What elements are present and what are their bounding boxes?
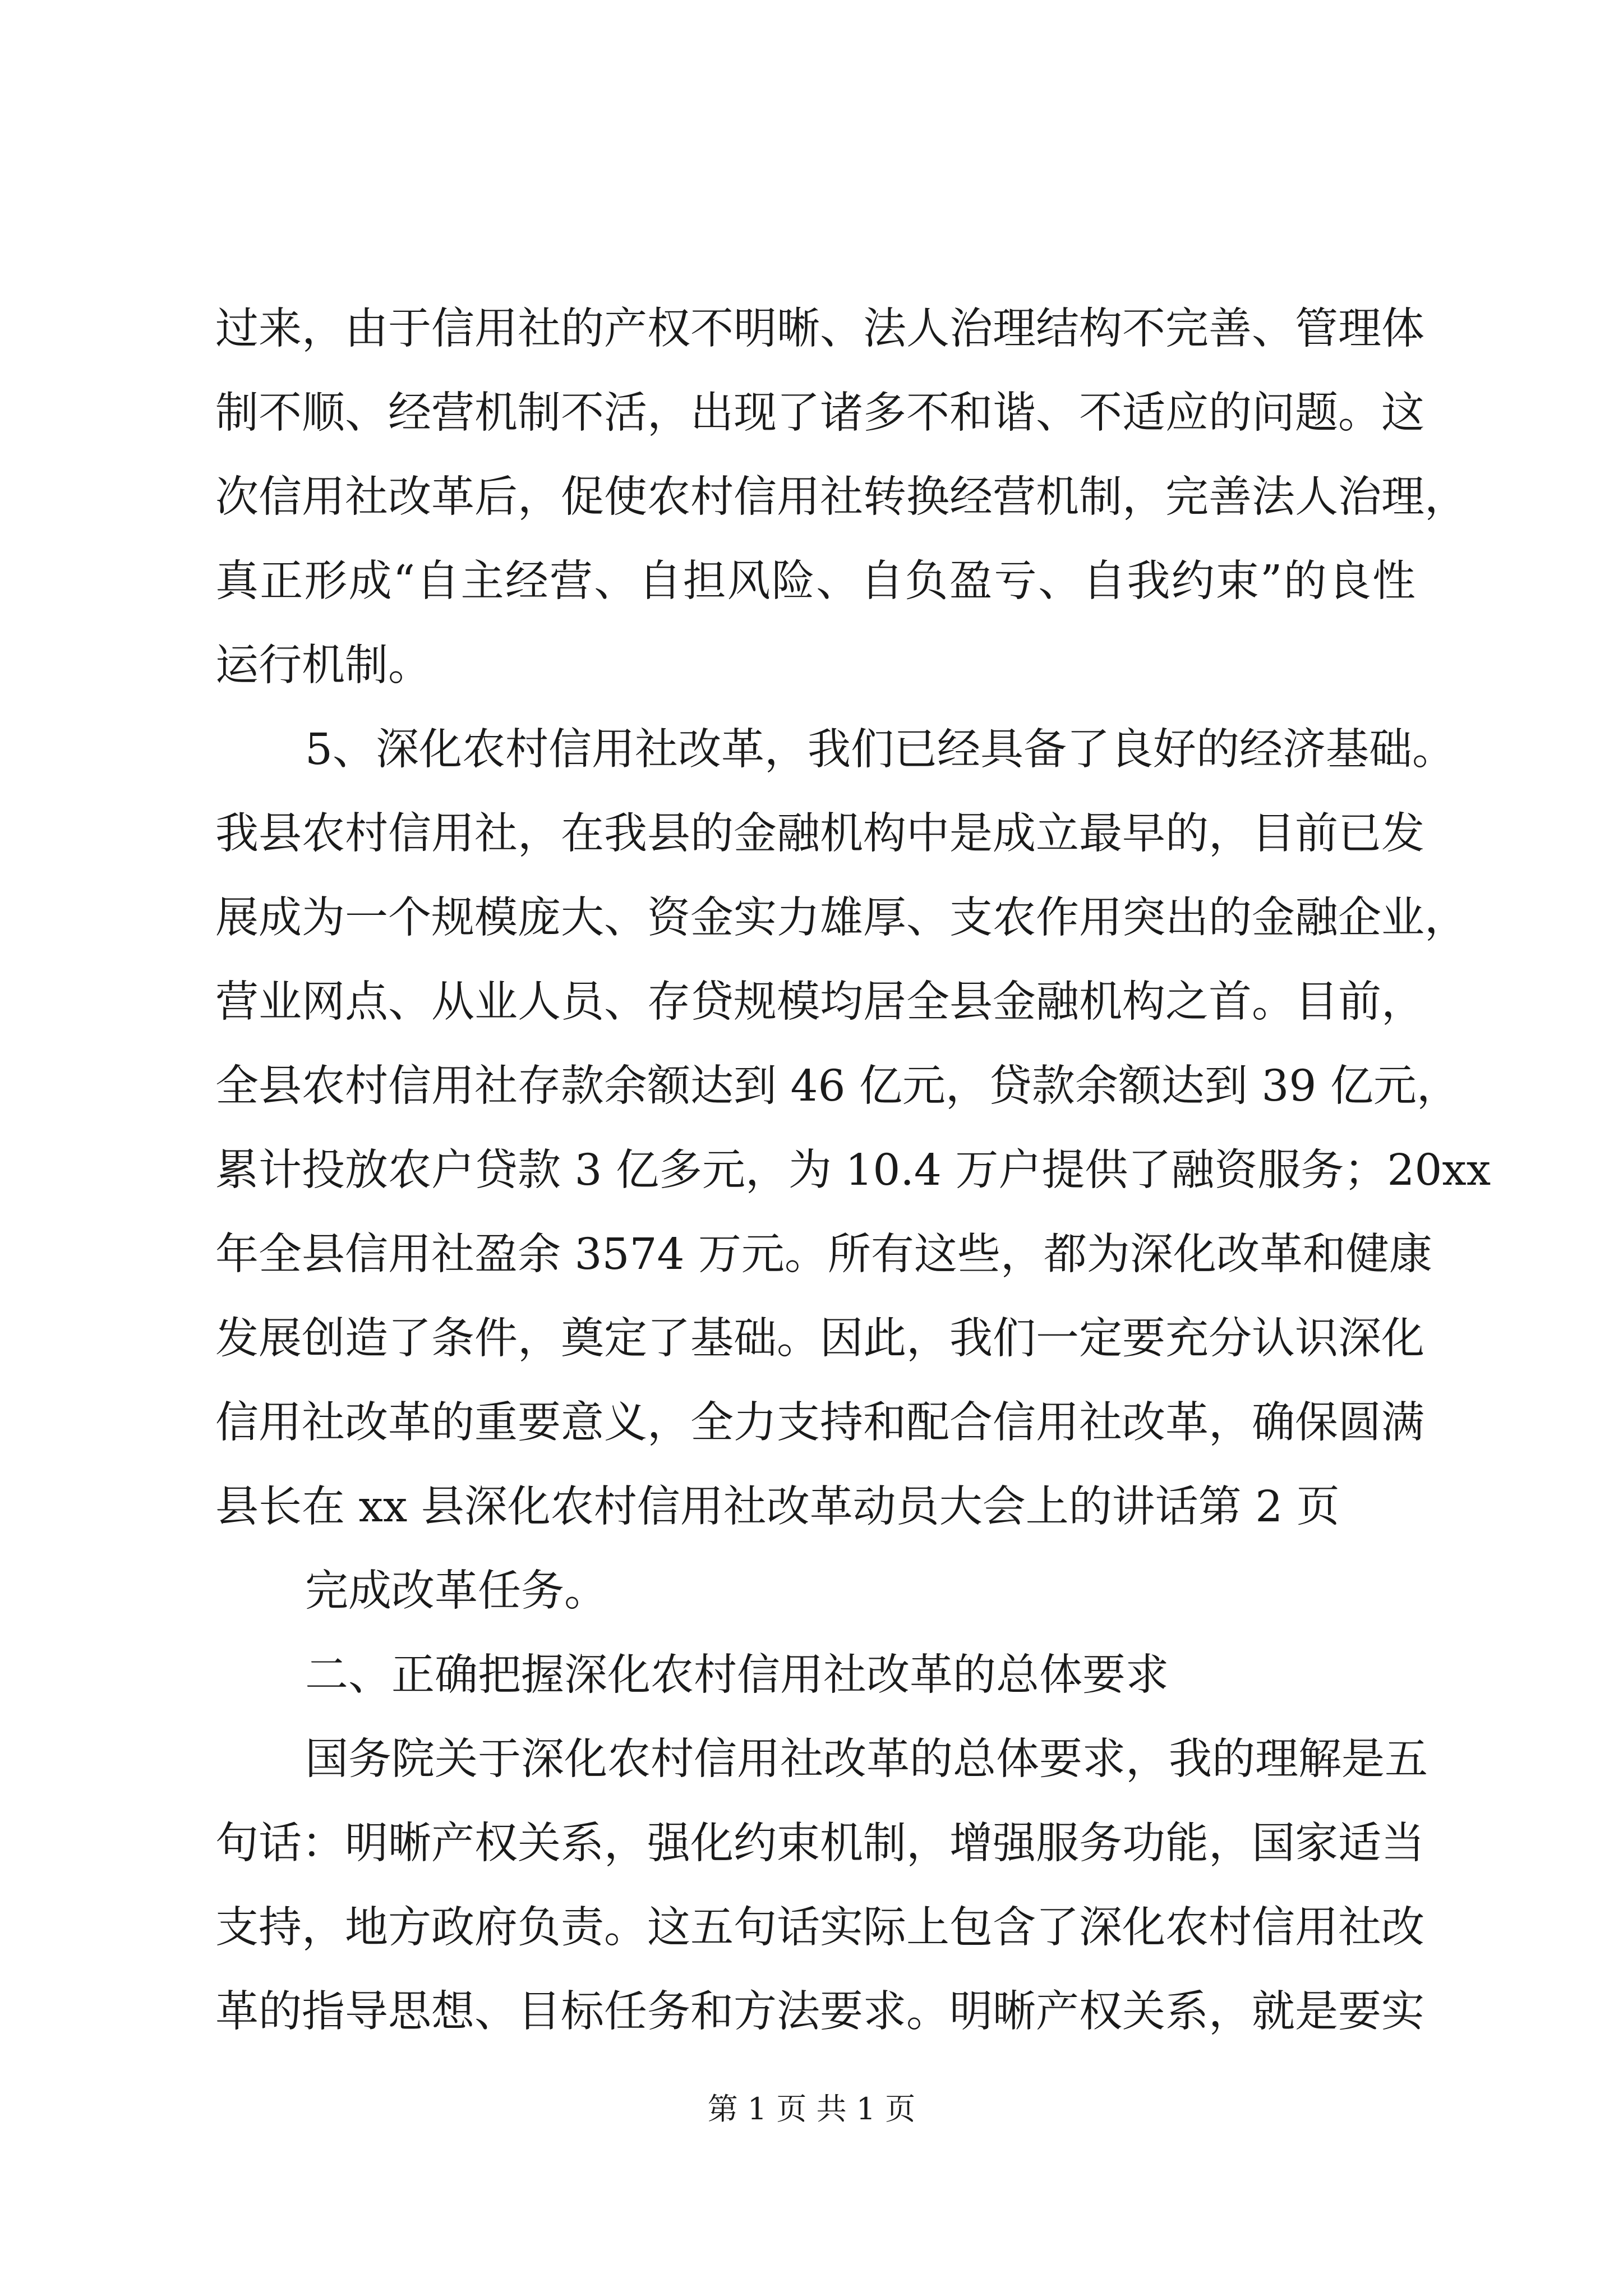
text-line: 累计投放农户贷款 3 亿多元，为 10.4 万户提供了融资服务；20xx [215, 1145, 1491, 1195]
page-number: 第 1 页 共 1 页 [707, 2091, 916, 2127]
text-line: 发展创造了条件，奠定了基础。因此，我们一定要充分认识深化 [215, 1314, 1424, 1364]
text-line: 全县农村信用社存款余额达到 46 亿元，贷款余额达到 39 亿元， [215, 1061, 1460, 1111]
text-line: 过来，由于信用社的产权不明晰、法人治理结构不完善、管理体 [215, 304, 1424, 354]
text-line: 我县农村信用社，在我县的金融机构中是成立最早的，目前已发 [215, 809, 1424, 859]
document-body [215, 287, 1491, 2054]
paragraph-start-line: 5、深化农村信用社改革，我们已经具备了良好的经济基础。 [305, 725, 1455, 775]
text-line: 革的指导思想、目标任务和方法要求。明晰产权关系，就是要实 [215, 1987, 1424, 2037]
text-line: 制不顺、经营机制不活，出现了诸多不和谐、不适应的问题。这 [215, 388, 1424, 438]
text-line: 展成为一个规模庞大、资金实力雄厚、支农作用突出的金融企业， [215, 893, 1468, 943]
text-line: 年全县信用社盈余 3574 万元。所有这些，都为深化改革和健康 [215, 1230, 1432, 1280]
page-footer [0, 2087, 1623, 2132]
text-line: 运行机制。 [215, 641, 431, 691]
text-line: 信用社改革的重要意义，全力支持和配合信用社改革，确保圆满 [215, 1398, 1424, 1448]
text-line: 真正形成“自主经营、自担风险、自负盈亏、自我约束”的良性 [215, 556, 1415, 606]
text-line: 营业网点、从业人员、存贷规模均居全县金融机构之首。目前， [215, 977, 1424, 1027]
text-line: 支持，地方政府负责。这五句话实际上包含了深化农村信用社改 [215, 1903, 1424, 1953]
section-heading: 二、正确把握深化农村信用社改革的总体要求 [305, 1650, 1169, 1700]
text-line: 次信用社改革后，促使农村信用社转换经营机制，完善法人治理， [215, 472, 1468, 522]
running-title-line: 县长在 xx 县深化农村信用社改革动员大会上的讲话第 2 页 [215, 1482, 1340, 1532]
paragraph-start-line: 完成改革任务。 [305, 1566, 607, 1616]
paragraph-start-line: 国务院关于深化农村信用社改革的总体要求，我的理解是五 [305, 1734, 1428, 1784]
text-line: 句话：明晰产权关系，强化约束机制，增强服务功能，国家适当 [215, 1819, 1424, 1869]
